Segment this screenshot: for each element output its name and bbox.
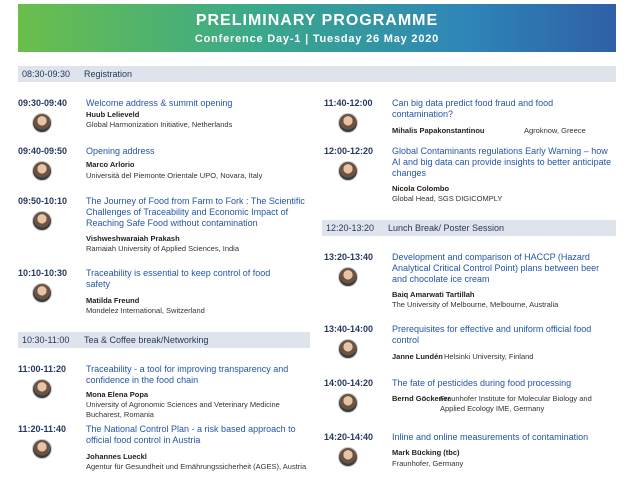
speaker-name: Johannes Lueckl <box>86 452 147 461</box>
speaker-photo <box>32 379 52 399</box>
band-label: Tea & Coffee break/Networking <box>84 335 209 345</box>
speaker-affiliation: Ramaiah University of Applied Sciences, India <box>86 244 239 253</box>
session-item <box>324 146 618 208</box>
session-time: 14:00-14:20 <box>324 378 374 388</box>
coffee-break-band <box>18 332 310 348</box>
speaker-affiliation: University of Agronomic Sciences and Veterinary Medicine Bucharest, Romania <box>86 400 280 419</box>
speaker-name: Vishweshwaraiah Prakash <box>86 234 180 243</box>
session-title: The Journey of Food from Farm to Fork : The Scientific Challenges of Traceability and Economic Impact of Reaching Safe Food without contamination <box>86 196 305 228</box>
band-time: 08:30-09:30 <box>22 69 71 79</box>
programme-subtitle: Conference Day-1 | Tuesday 26 May 2020 <box>194 33 440 45</box>
speaker-photo <box>338 113 358 133</box>
session-title: The National Control Plan - a risk based approach to official food control in Austria <box>86 424 296 445</box>
session-item <box>18 98 310 138</box>
band-time: 12:20-13:20 <box>326 223 375 233</box>
session-time: 11:20-11:40 <box>18 424 67 434</box>
speaker-photo <box>32 161 52 181</box>
speaker-affiliation: Agroknow, Greece <box>524 126 586 135</box>
speaker-photo <box>338 447 358 467</box>
session-time: 13:20-13:40 <box>324 252 374 262</box>
session-title: Development and comparison of HACCP (Hazard Analytical Critical Control Point) plans between beer and chocolate ice cream <box>392 252 600 284</box>
speaker-affiliation: Global Harmonization Initiative, Netherlands <box>86 120 233 129</box>
session-item <box>18 146 310 186</box>
session-title: Prerequisites for effective and uniform official food control <box>392 324 592 345</box>
speaker-affiliation: Mondelez International, Switzerland <box>86 306 205 315</box>
speaker-photo <box>32 211 52 231</box>
session-title: Opening address <box>86 146 155 156</box>
session-time: 11:00-11:20 <box>18 364 67 374</box>
registration-band <box>18 66 616 82</box>
speaker-affiliation: Fraunhofer, Germany <box>392 459 464 468</box>
session-time: 10:10-10:30 <box>18 268 68 278</box>
speaker-affiliation: Università del Piemonte Orientale UPO, Novara, Italy <box>86 171 263 180</box>
session-item <box>324 324 618 366</box>
speaker-name: Baiq Amarwati Tartillah <box>392 290 475 299</box>
programme-title: PRELIMINARY PROGRAMME <box>195 12 439 29</box>
speaker-affiliation: Global Head, SGS DIGICOMPLY <box>392 194 503 203</box>
speaker-affiliation: The University of Melbourne, Melbourne, Australia <box>392 300 559 309</box>
speaker-name: Bernd Göckener <box>392 394 451 403</box>
speaker-name: Marco Arlorio <box>86 160 135 169</box>
session-item <box>324 252 618 312</box>
session-title: Can big data predict food fraud and food contamination? <box>392 98 554 119</box>
session-time: 11:40-12:00 <box>324 98 373 108</box>
session-item <box>324 432 618 474</box>
session-time: 09:40-09:50 <box>18 146 68 156</box>
speaker-affiliation: Agentur für Gesundheit und Ernährungssicherheit (AGES), Austria <box>86 462 307 471</box>
session-title: Welcome address & summit opening <box>86 98 233 108</box>
speaker-photo <box>338 339 358 359</box>
speaker-photo <box>32 113 52 133</box>
session-title: Global Contaminants regulations Early Warning – how AI and big data can provide insights to better anticipate changes <box>392 146 612 178</box>
speaker-affiliation: Fraunhofer Institute for Molecular Biology and Applied Ecology IME, Germany <box>440 394 592 413</box>
band-label: Lunch Break/ Poster Session <box>388 223 505 233</box>
session-time: 13:40-14:00 <box>324 324 374 334</box>
session-item <box>18 364 310 419</box>
session-item <box>324 378 618 420</box>
session-title: Traceability - a tool for improving transparency and confidence in the food chain <box>86 364 289 385</box>
speaker-photo <box>338 267 358 287</box>
speaker-name: Huub Lelieveld <box>86 110 140 119</box>
lunch-break-band <box>322 220 616 236</box>
session-time: 12:00-12:20 <box>324 146 374 156</box>
session-item <box>18 268 310 320</box>
speaker-photo <box>32 439 52 459</box>
speaker-affiliation: Helsinki University, Finland <box>444 352 534 361</box>
programme-banner <box>18 4 616 52</box>
speaker-name: Mark Bücking (tbc) <box>392 448 460 457</box>
speaker-photo <box>338 161 358 181</box>
session-title: Traceability is essential to keep control of food safety <box>86 268 271 289</box>
session-title: The fate of pesticides during food processing <box>392 378 572 388</box>
session-time: 09:30-09:40 <box>18 98 68 108</box>
session-item <box>18 196 310 260</box>
speaker-name: Matilda Freund <box>86 296 140 305</box>
speaker-photo <box>338 393 358 413</box>
band-label: Registration <box>84 69 133 79</box>
speaker-photo <box>32 283 52 303</box>
speaker-name: Janne Lundén <box>392 352 443 361</box>
speaker-name: Mona Elena Popa <box>86 390 149 399</box>
session-time: 14:20-14:40 <box>324 432 374 442</box>
session-item <box>324 98 618 140</box>
speaker-name: Nicola Colombo <box>392 184 450 193</box>
session-time: 09:50-10:10 <box>18 196 68 206</box>
session-item <box>18 424 310 476</box>
session-title: Inline and online measurements of contamination <box>392 432 589 442</box>
band-time: 10:30-11:00 <box>22 335 70 345</box>
speaker-name: Mihalis Papakonstantinou <box>392 126 485 135</box>
